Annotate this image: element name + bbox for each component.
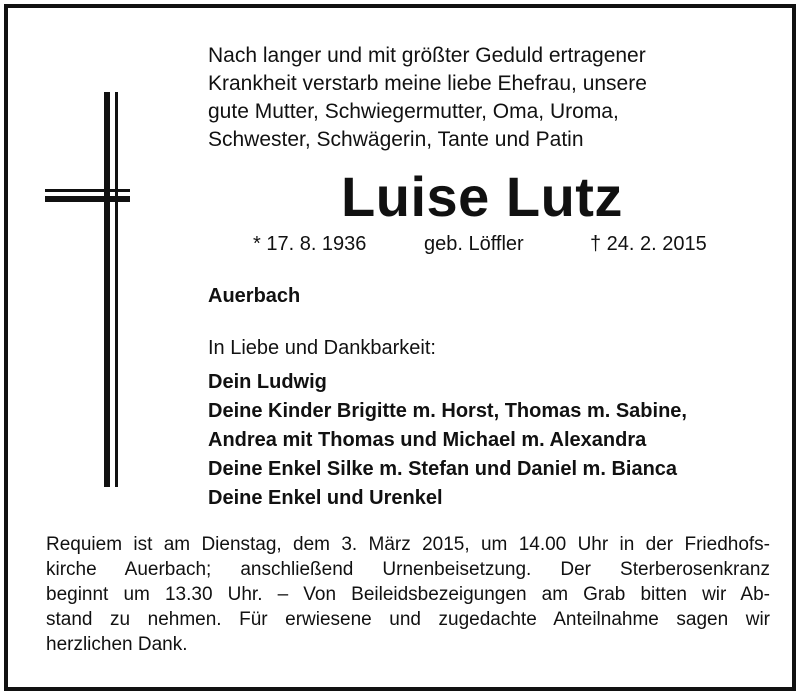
notice-line: Requiem ist am Dienstag, dem 3. März 2015, um 14.00 Uhr in der Friedhofs- (46, 534, 770, 555)
maiden-name: geb. Löffler (424, 233, 524, 255)
mourner-line: Andrea mit Thomas und Michael m. Alexandra (208, 429, 647, 451)
service-notice (46, 532, 770, 657)
mourner-line: Deine Kinder Brigitte m. Horst, Thomas m. Sabine, (208, 400, 687, 422)
birth-date: * 17. 8. 1936 (253, 233, 367, 255)
notice-line: kirche Auerbach; anschließend Urnenbeisetzung. Der Sterberosenkranz (46, 559, 770, 580)
notice-line: stand zu nehmen. Für erwiesene und zugedachte Anteilnahme sagen wir (46, 609, 770, 630)
intro-text (208, 42, 756, 154)
place-name: Auerbach (208, 285, 301, 307)
mourner-line: Dein Ludwig (208, 371, 327, 393)
mourners-list (208, 368, 687, 513)
mourner-line: Deine Enkel Silke m. Stefan und Daniel m. Bianca (208, 458, 678, 480)
deceased-name: Luise Lutz (341, 165, 623, 228)
intro-line: Krankheit verstarb meine liebe Ehefrau, unsere (208, 72, 647, 95)
notice-line: beginnt um 13.30 Uhr. – Von Beileidsbezeigungen am Grab bitten wir Ab- (46, 584, 770, 605)
dedication-text: In Liebe und Dankbarkeit: (208, 337, 436, 359)
notice-line: herzlichen Dank. (46, 634, 188, 655)
intro-line: Schwester, Schwägerin, Tante und Patin (208, 128, 584, 151)
mourner-line: Deine Enkel und Urenkel (208, 487, 443, 509)
death-date: † 24. 2. 2015 (590, 233, 707, 255)
latin-cross-icon (45, 92, 130, 487)
intro-line: Nach langer und mit größter Geduld ertragener (208, 44, 646, 67)
intro-line: gute Mutter, Schwiegermutter, Oma, Uroma, (208, 100, 619, 123)
